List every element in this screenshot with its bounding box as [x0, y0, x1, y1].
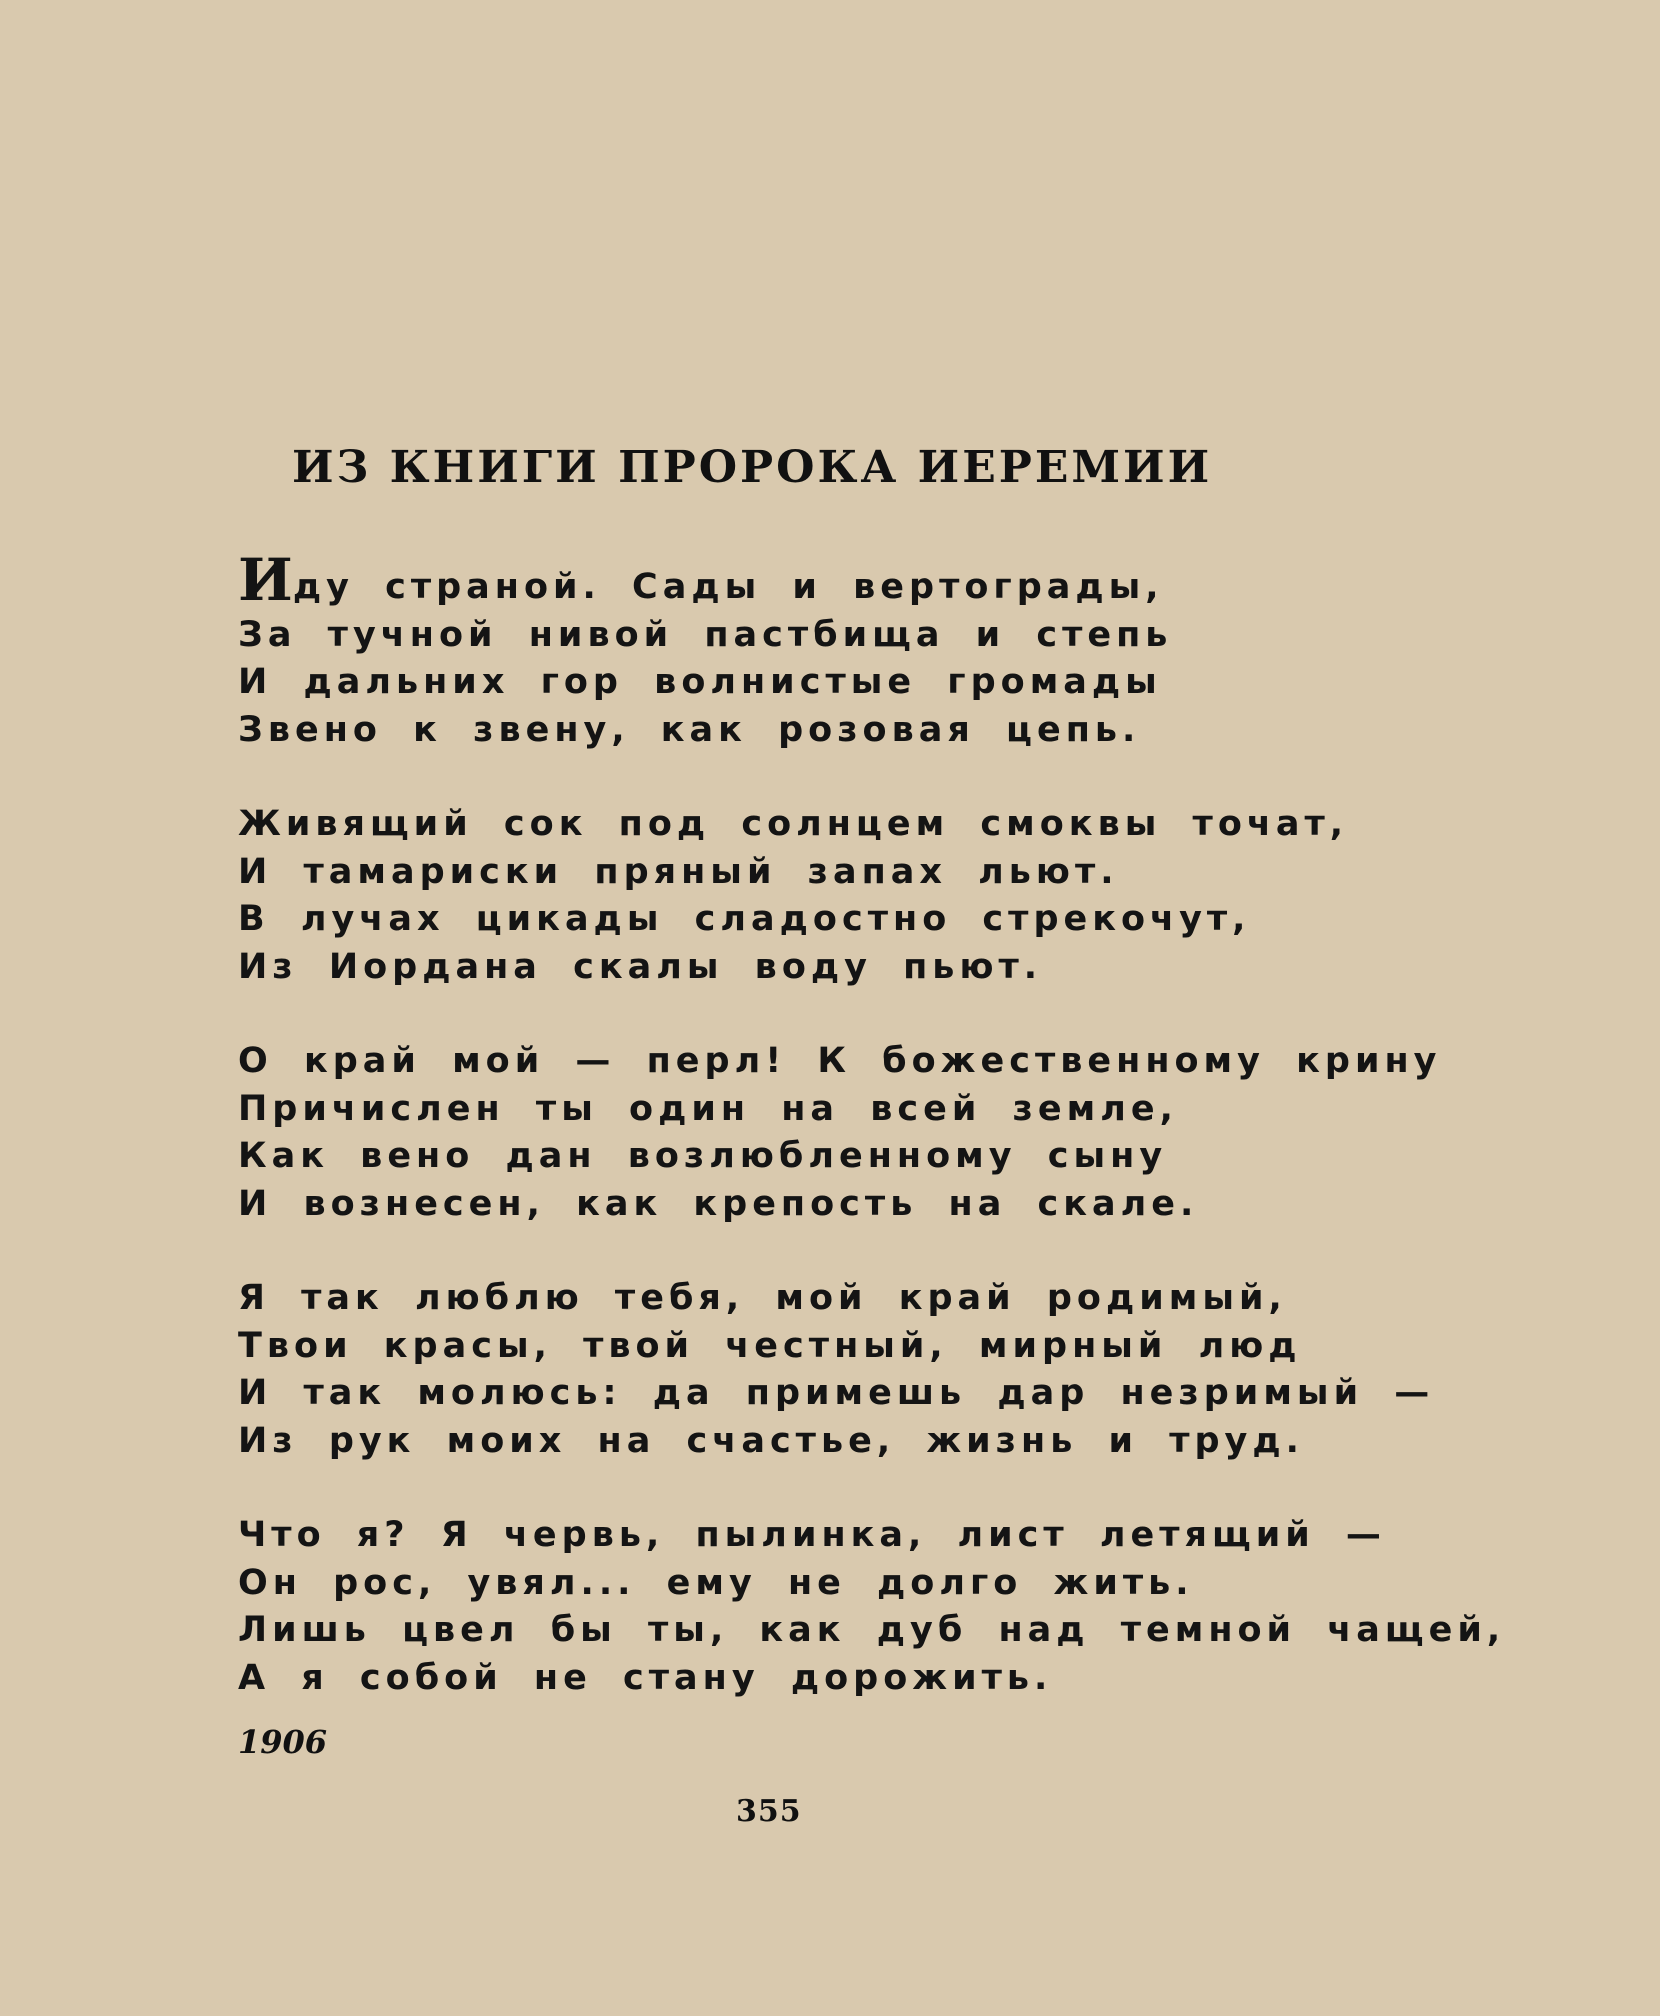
- poem-line-text: ду страной. Сады и вертограды,: [292, 567, 1164, 607]
- poem-line: Из Иордана скалы воду пьют.: [238, 946, 1043, 987]
- poem-line: Причислен ты один на всей земле,: [238, 1088, 1178, 1129]
- poem-line: Что я? Я червь, пылинка, лист летящий —: [238, 1515, 1386, 1555]
- stanza-5: [238, 1512, 1506, 1702]
- poem-line: Лишь цвел бы ты, как дуб над темной чащей,: [238, 1610, 1506, 1650]
- poem-line: О край мой — перл! К божественному крину: [238, 1041, 1442, 1081]
- poem-line: В лучах цикады сладостно стрекочут,: [238, 899, 1251, 939]
- stanza-1: [238, 546, 1468, 754]
- poem-line: Он рос, увял... ему не долго жить.: [238, 1562, 1194, 1603]
- stanza-4: [238, 1275, 1468, 1465]
- stanza-3: [238, 1038, 1468, 1228]
- poem-title: ИЗ КНИГИ ПРОРОКА ИЕРЕМИИ: [292, 442, 1213, 493]
- poem-line: Как вено дан возлюбленному сыну: [238, 1136, 1168, 1176]
- poem-line: [238, 546, 1468, 614]
- stanza-2: [238, 801, 1468, 991]
- poem-date: 1906: [238, 1723, 328, 1761]
- poem-line: Я так люблю тебя, мой край родимый,: [238, 1278, 1287, 1318]
- poem-line: Живящий сок под солнцем смоквы точат,: [238, 804, 1349, 844]
- poem-line: Звено к звену, как розовая цепь.: [238, 709, 1141, 750]
- poem-line: Из рук моих на счастье, жизнь и труд.: [238, 1420, 1304, 1461]
- poem-line: И вознесен, как крепость на скале.: [238, 1183, 1199, 1224]
- poem-line: За тучной нивой пастбища и степь: [238, 614, 1173, 655]
- poem-line: Твои красы, твой честный, мирный люд: [238, 1325, 1302, 1366]
- poem-body: [238, 546, 1506, 1749]
- poem-line: И тамариски пряный запах льют.: [238, 851, 1119, 892]
- page-number: 355: [736, 1794, 802, 1829]
- poem-line: И дальних гор волнистые громады: [238, 662, 1162, 702]
- drop-cap: И: [238, 546, 293, 614]
- poem-line: А я собой не стану дорожить.: [238, 1657, 1053, 1698]
- poem-line: И так молюсь: да примешь дар незримый —: [238, 1373, 1435, 1413]
